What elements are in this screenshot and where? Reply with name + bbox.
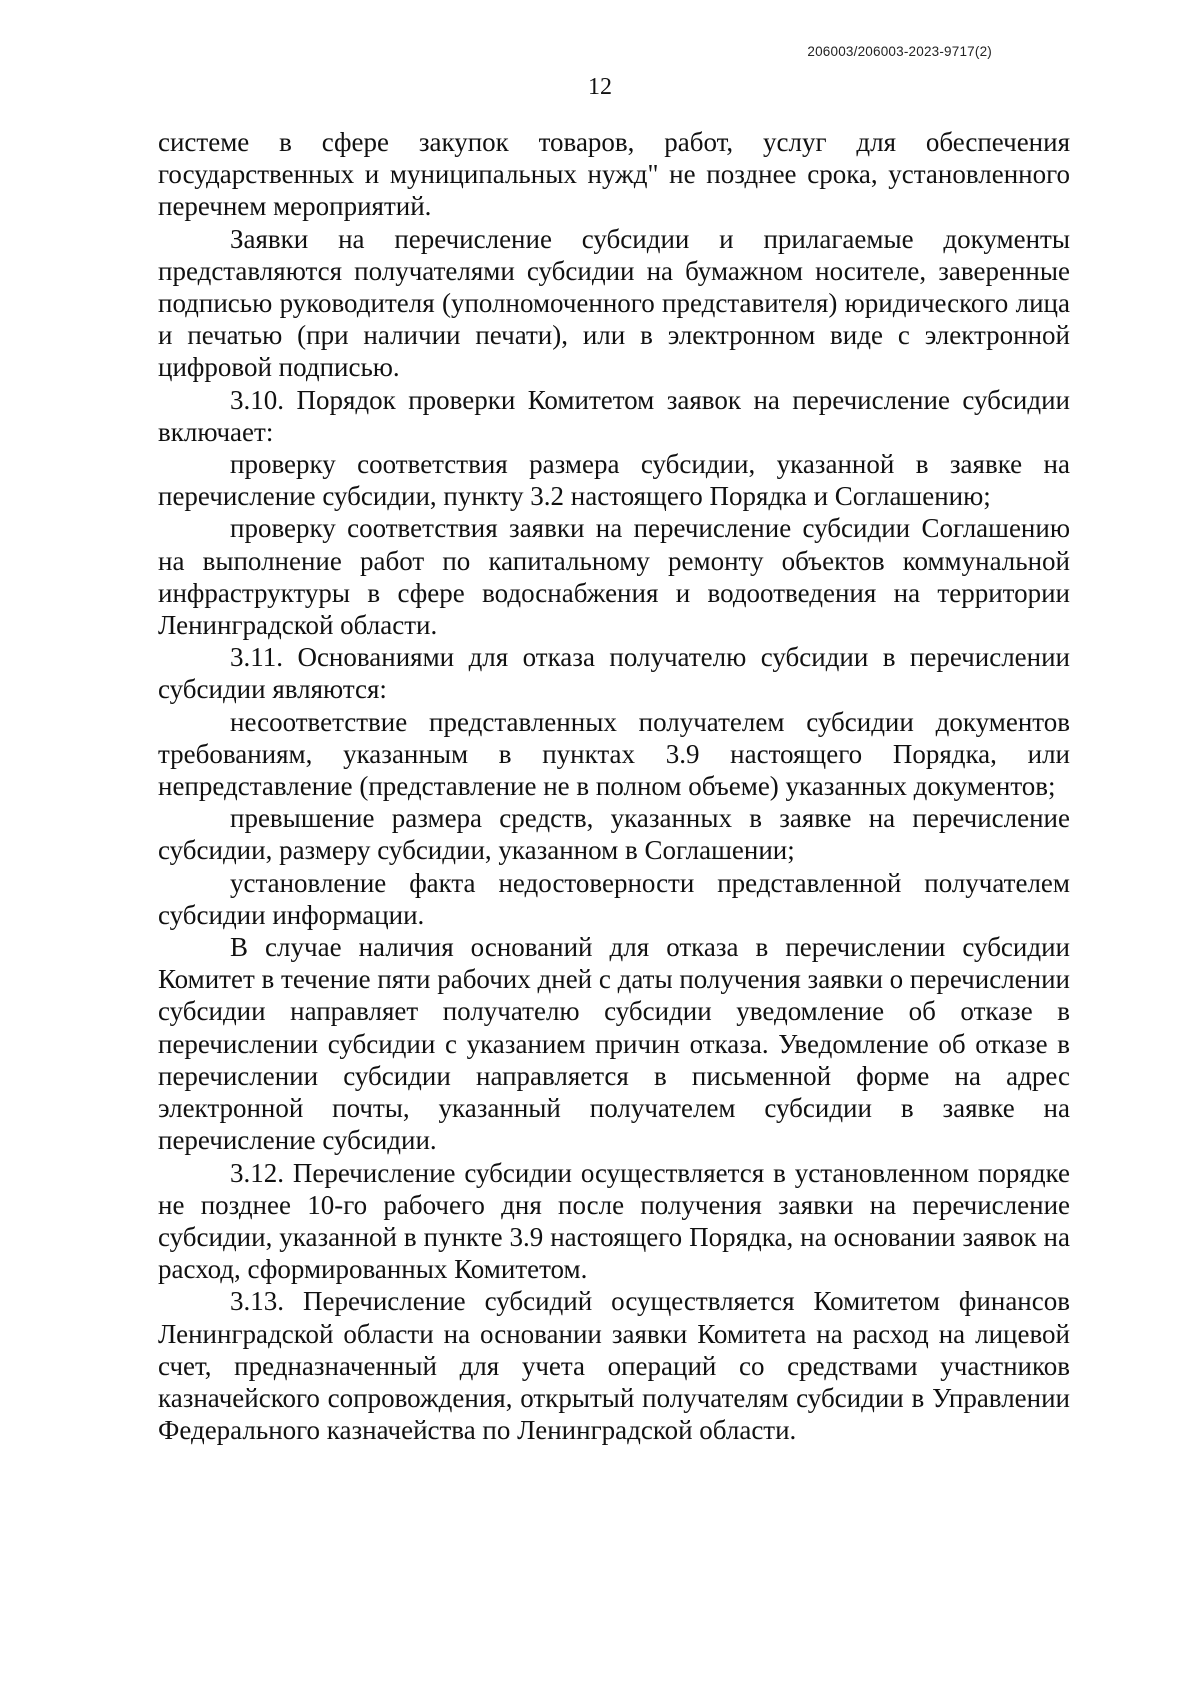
paragraph-check-agreement: проверку соответствия заявки на перечисление субсидии Соглашению на выполнение работ по капитальному ремонту объектов коммунальной инфраструктуры в сфере водоснабжения и водоотведения на территории Ленинградской области. (158, 513, 1070, 641)
paragraph-refusal-notice: В случае наличия оснований для отказа в перечислении субсидии Комитет в течение пяти рабочих дней с даты получения заявки о перечислении субсидии направляет получателю субсидии уведомление об отказе в перечислении субсидии с указанием причин отказа. Уведомление об отказе в перечислении субсидии направляется в письменной форме на адрес электронной почты, указанный получателем субсидии в заявке на перечисление субсидии. (158, 932, 1070, 1156)
document-body (158, 126, 1070, 1446)
paragraph-excess: превышение размера средств, указанных в заявке на перечисление субсидии, размеру субсидии, указанном в Соглашении; (158, 803, 1070, 866)
paragraph-2: Заявки на перечисление субсидии и прилагаемые документы представляются получателями субсидии на бумажном носителе, заверенные подписью руководителя (уполномоченного представителя) юридического лица и печатью (при наличии печати), или в электронном виде с электронной цифровой подписью. (158, 223, 1070, 383)
paragraph-unreliability: установление факта недостоверности представленной получателем субсидии информации. (158, 867, 1070, 930)
page-number: 12 (588, 74, 612, 100)
paragraph-1: системе в сфере закупок товаров, работ, услуг для обеспечения государственных и муниципальных нужд" не позднее срока, установленного перечнем мероприятий. (158, 127, 1070, 222)
document-id: 206003/206003-2023-9717(2) (807, 44, 992, 59)
paragraph-3-10: 3.10. Порядок проверки Комитетом заявок на перечисление субсидии включает: (158, 384, 1070, 447)
paragraph-3-13: 3.13. Перечисление субсидий осуществляется Комитетом финансов Ленинградской области на основании заявки Комитета на расход на лицевой счет, предназначенный для учета операций со средствами участников казначейского сопровождения, открытый получателям субсидии в Управлении Федерального казначейства по Ленинградской области. (158, 1286, 1070, 1446)
paragraph-nonconformity: несоответствие представленных получателем субсидии документов требованиям, указанным в пунктах 3.9 настоящего Порядка, или непредставление (представление не в полном объеме) указанных документов; (158, 706, 1070, 802)
paragraph-3-11: 3.11. Основаниями для отказа получателю субсидии в перечислении субсидии являются: (158, 642, 1070, 705)
paragraph-check-size: проверку соответствия размера субсидии, указанной в заявке на перечисление субсидии, пункту 3.2 настоящего Порядка и Соглашению; (158, 449, 1070, 512)
paragraph-3-12: 3.12. Перечисление субсидии осуществляется в установленном порядке не позднее 10-го рабочего дня после получения заявки на перечисление субсидии, указанной в пункте 3.9 настоящего Порядка, на основании заявок на расход, сформированных Комитетом. (158, 1157, 1070, 1285)
